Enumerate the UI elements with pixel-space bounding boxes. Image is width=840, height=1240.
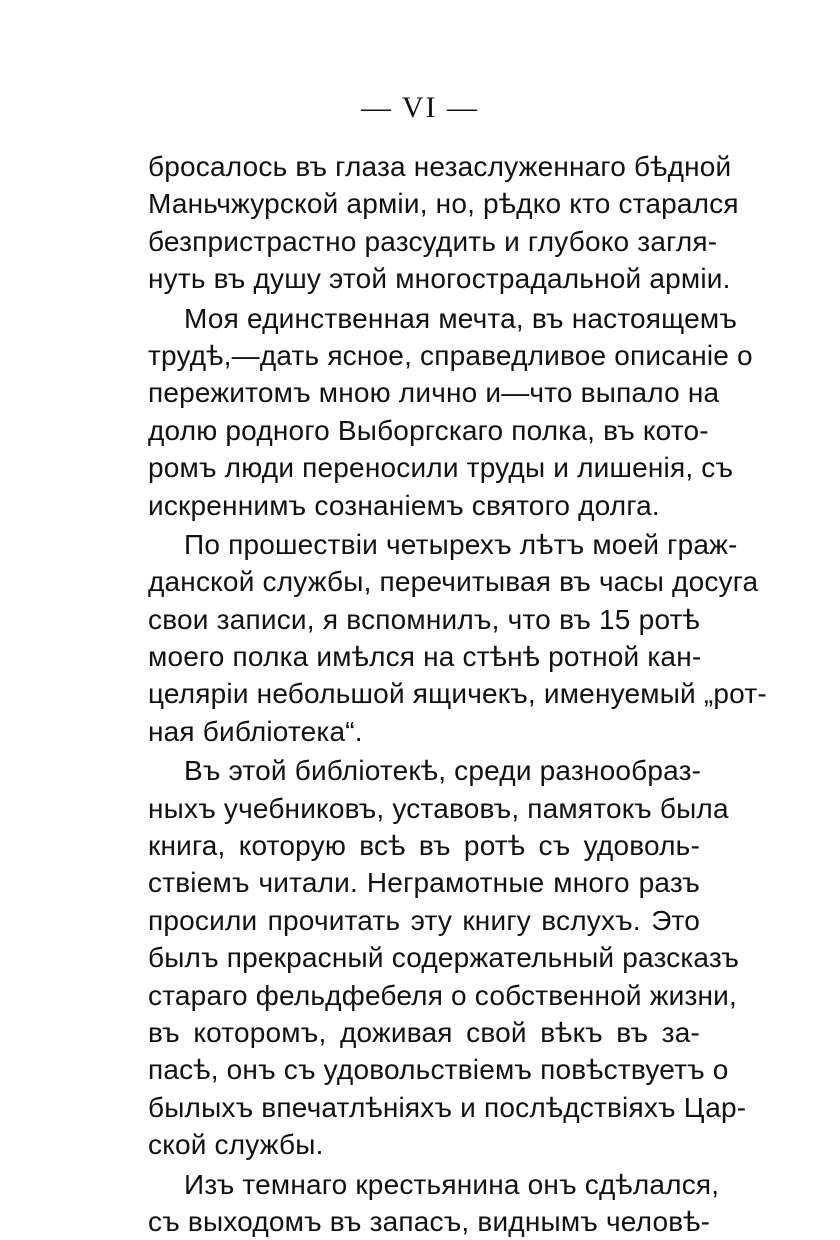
paragraph-5 bbox=[148, 1166, 720, 1240]
text-line: съ выходомъ въ запасъ, виднымъ человѣ- bbox=[148, 1205, 711, 1237]
paragraph-4 bbox=[148, 752, 747, 1163]
text-line: Маньчжурской арміи, но, рѣдко кто старался bbox=[148, 188, 739, 220]
text-line: стараго фельдфебеля о собственной жизни, bbox=[148, 979, 737, 1011]
text-line: пасѣ, онъ съ удовольствіемъ повѣствуетъ о bbox=[148, 1054, 729, 1086]
text-line: былыхъ впечатлѣніяхъ и послѣдствіяхъ Цар- bbox=[148, 1091, 747, 1123]
text-line: ныхъ учебниковъ, уставовъ, памятокъ была bbox=[148, 792, 729, 824]
paragraph-3 bbox=[148, 526, 767, 750]
text-line: былъ прекрасный содержательный разсказъ bbox=[148, 942, 740, 974]
text-line: нуть въ душу этой многострадальной арміи. bbox=[148, 263, 731, 295]
paragraph-2 bbox=[148, 300, 753, 524]
text-line: ная библіотека“. bbox=[148, 715, 363, 747]
text-line: просили прочитать эту книгу вслухъ. Это bbox=[148, 904, 700, 936]
text-line: бросалось въ глаза незаслуженнаго бѣдной bbox=[148, 151, 732, 182]
body-text bbox=[148, 148, 767, 1240]
text-line: Моя единственная мечта, въ настоящемъ bbox=[184, 302, 738, 334]
text-line: моего полка имѣлся на стѣнѣ ротной кан- bbox=[148, 641, 702, 673]
text-line: ромъ люди переносили труды и лишенія, съ bbox=[148, 452, 734, 484]
text-line: книга, которую всѣ въ ротѣ съ удоволь- bbox=[148, 830, 700, 862]
page-number: — VI — bbox=[360, 91, 480, 124]
text-line: целяріи небольшой ящичекъ, именуемый „рот- bbox=[148, 678, 767, 710]
text-line: По прошествіи четырехъ лѣтъ моей граж- bbox=[184, 528, 738, 560]
text-line: безпристрастно разсудить и глубоко загля- bbox=[148, 225, 718, 257]
text-line: ствіемъ читали. Неграмотные много разъ bbox=[148, 867, 700, 899]
text-line: въ которомъ, доживая свой вѣкъ въ за- bbox=[148, 1016, 700, 1048]
text-line: данской службы, перечитывая въ часы досуга bbox=[148, 566, 759, 598]
text-line: искреннимъ сознаніемъ святого долга. bbox=[148, 489, 660, 521]
text-line: ской службы. bbox=[148, 1129, 324, 1161]
text-line: Въ этой библіотекѣ, среди разнообраз- bbox=[184, 755, 702, 787]
paragraph-1 bbox=[148, 148, 739, 298]
text-line: пережитомъ мною лично и—что выпало на bbox=[148, 377, 720, 409]
text-line: долю родного Выборгскаго полка, въ кото- bbox=[148, 414, 709, 446]
text-line: свои записи, я вспомнилъ, что въ 15 ротѣ bbox=[148, 603, 700, 635]
text-line: Изъ темнаго крестьянина онъ сдѣлался, bbox=[184, 1168, 720, 1200]
text-line: трудѣ,—дать ясное, справедливое описаніе о bbox=[148, 339, 753, 371]
